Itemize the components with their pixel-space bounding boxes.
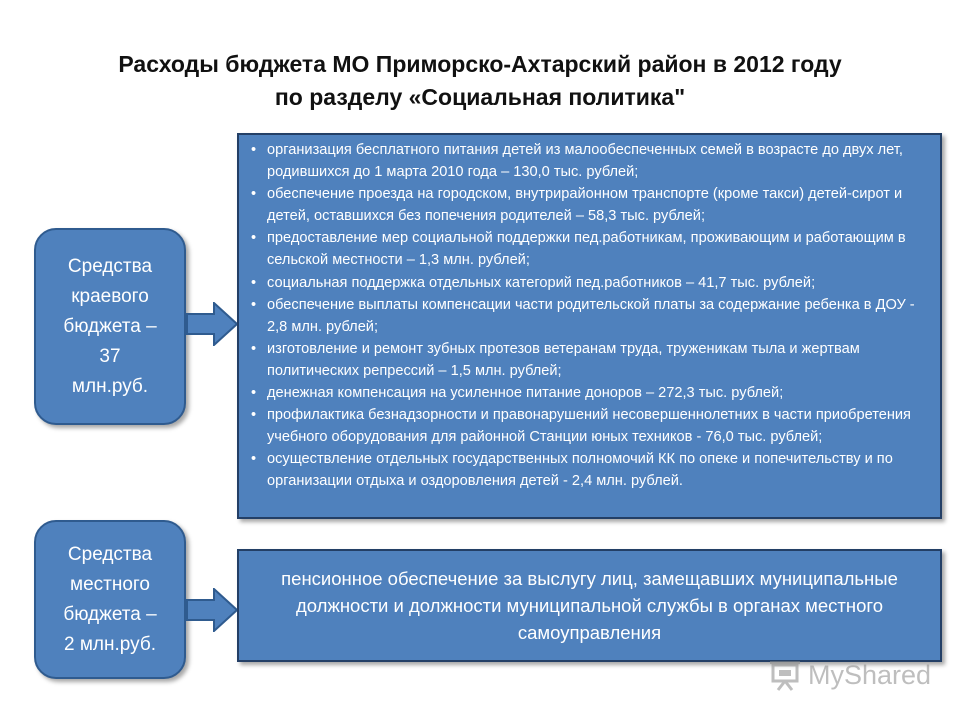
regional-expenses-list — [237, 133, 942, 519]
regional-budget-line: млн.руб. — [71, 375, 149, 397]
local-expense-box — [237, 549, 942, 662]
watermark-text: MyShared — [808, 659, 932, 690]
list-item: • изготовление и ремонт зубных протезов ветеранам труда, труженикам тыла и жертвам политических репрессий – 1,5 млн. рублей; — [251, 338, 934, 382]
regional-budget-box — [34, 228, 186, 425]
local-expense-text: пенсионное обеспечение за выслугу лиц, замещавших муниципальные должности и должности муниципальной службы в органах местного самоуправления — [281, 568, 898, 643]
list-item: • социальная поддержка отдельных категорий пед.работников – 41,7 тыс. рублей; — [251, 272, 934, 294]
list-item: • организация бесплатного питания детей из малообеспеченных семей в возрасте до двух лет, родившихся до 1 марта 2010 года – 130,0 тыс. рублей; — [251, 139, 934, 183]
local-budget-line: 2 млн.руб. — [64, 633, 156, 655]
regional-budget-line: Средства — [67, 255, 153, 277]
list-item: • обеспечение проезда на городском, внутрирайонном транспорте (кроме такси) детей-сирот и детей, оставшихся без попечения родителей – 58,3 тыс. рублей; — [251, 183, 934, 227]
list-item: • предоставление мер социальной поддержки пед.работникам, проживающим и работающим в сельской местности – 1,3 млн. рублей; — [251, 227, 934, 271]
list-item: • денежная компенсация на усиленное питание доноров – 272,3 тыс. рублей; — [251, 382, 934, 404]
right-arrow-icon — [186, 588, 238, 632]
page-title — [0, 48, 960, 114]
projector-screen-icon — [768, 658, 802, 692]
list-item: • профилактика безнадзорности и правонарушений несовершеннолетних в части приобретения учебного оборудования для районной Станции юных техников - 76,0 тыс. рублей; — [251, 404, 934, 448]
local-budget-line: Средства — [67, 543, 153, 565]
regional-budget-line: краевого — [71, 285, 149, 307]
list-item: • обеспечение выплаты компенсации части родительской платы за содержание ребенка в ДОУ - 2,8 млн. рублей; — [251, 294, 934, 338]
title-line-1: Расходы бюджета МО Приморско-Ахтарский район в 2012 году — [118, 51, 842, 77]
local-budget-box — [34, 520, 186, 679]
local-budget-line: бюджета – — [63, 603, 157, 625]
regional-budget-line: 37 — [99, 345, 121, 367]
regional-budget-line: бюджета – — [63, 315, 157, 337]
list-item: • осуществление отдельных государственных полномочий КК по опеке и попечительству и по организации отдыха и оздоровления детей - 2,4 млн. рублей. — [251, 448, 934, 492]
watermark — [768, 655, 931, 695]
local-budget-line: местного — [70, 573, 150, 595]
right-arrow-icon — [186, 302, 238, 346]
title-line-2: по разделу «Социальная политика" — [274, 84, 686, 110]
